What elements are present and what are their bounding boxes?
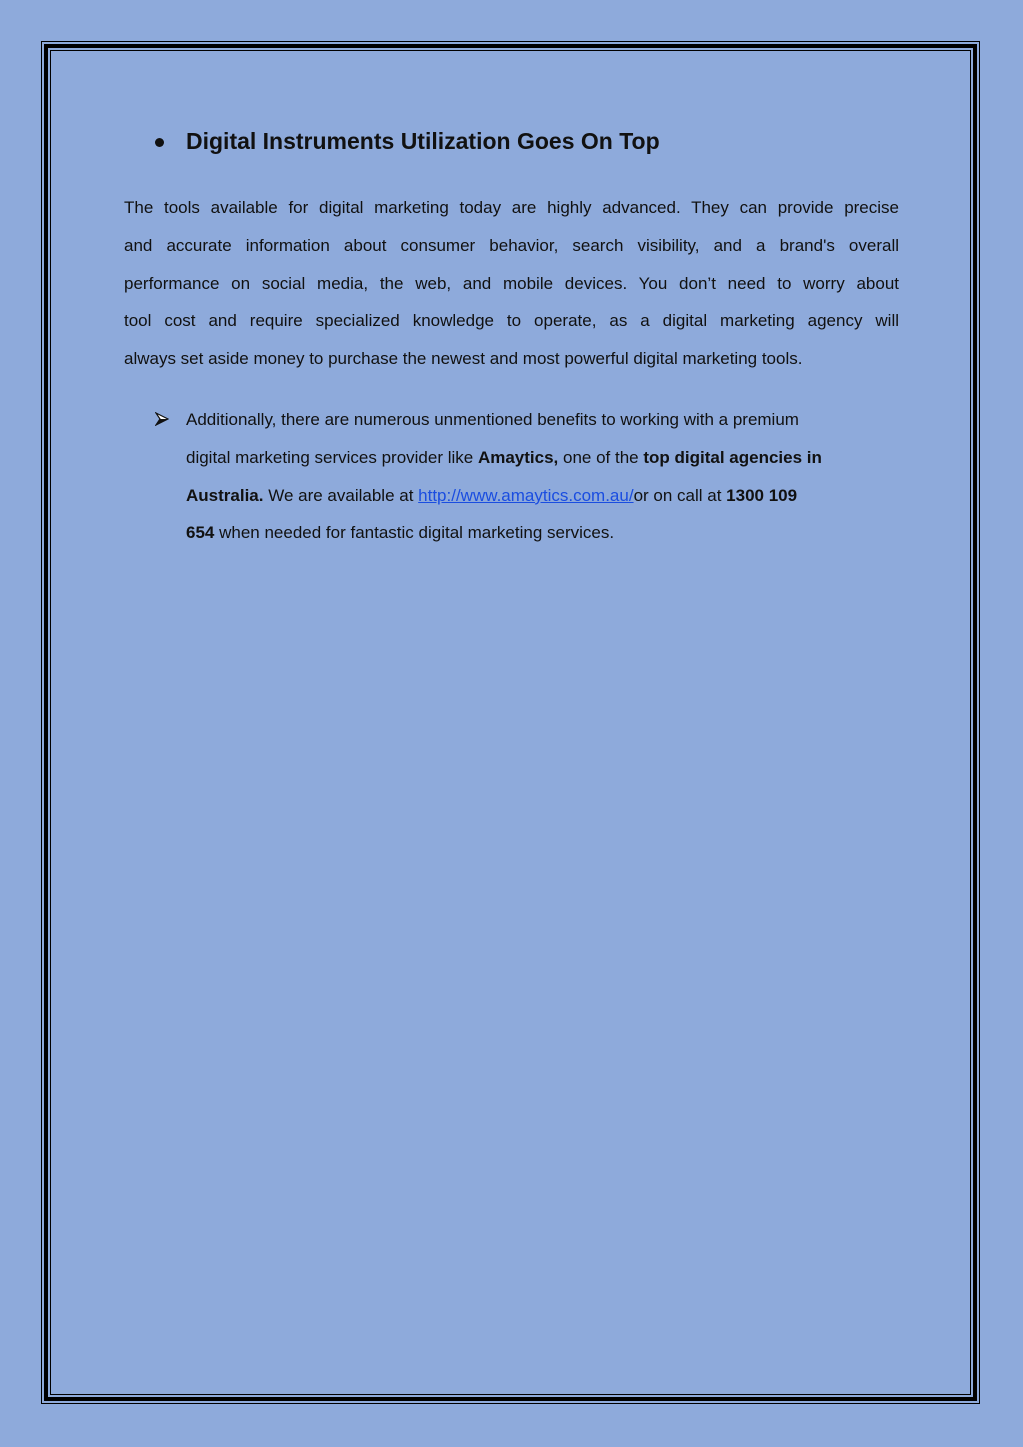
bullet-text-span: We are available at <box>263 485 419 505</box>
bullet-line <box>186 477 900 515</box>
bullet-text-span: when needed for fantastic digital marketing services. <box>214 523 615 543</box>
paragraph-line: The tools available for digital marketing today are highly advanced. They can provide precise <box>124 198 899 217</box>
bold-phrase: Australia. <box>186 485 264 505</box>
bullet-text-span: or on call at <box>633 485 727 505</box>
company-name: Amaytics, <box>477 447 559 467</box>
bullet-text <box>186 401 900 552</box>
phone-number-part: 654 <box>186 523 215 543</box>
website-link[interactable]: http://www.amaytics.com.au/ <box>418 485 634 505</box>
bullet-line <box>186 514 900 552</box>
bullet-line <box>186 439 900 477</box>
phone-number-part: 1300 109 <box>726 485 798 505</box>
bullet-dot-icon <box>155 138 164 147</box>
heading-row <box>155 124 660 158</box>
arrowhead-bullet-icon <box>155 412 169 426</box>
paragraph-line: performance on social media, the web, and mobile devices. You don’t need to worry about <box>124 273 899 293</box>
body-paragraph <box>124 189 899 378</box>
bold-phrase: top digital agencies in <box>643 447 822 467</box>
paragraph-line: and accurate information about consumer behavior, search visibility, and a brand's overall <box>124 235 899 255</box>
paragraph-line: tool cost and require specialized knowledge to operate, as a digital marketing agency will <box>124 311 899 331</box>
bullet-text-span: one of the <box>558 447 644 467</box>
paragraph-line: always set aside money to purchase the newest and most powerful digital marketing tools. <box>124 349 803 369</box>
section-heading: Digital Instruments Utilization Goes On Top <box>186 128 660 154</box>
bullet-text-span: digital marketing services provider like <box>186 447 478 467</box>
bullet-text-span: Additionally, there are numerous unmentioned benefits to working with a premium <box>186 410 799 429</box>
bullet-line <box>186 401 900 439</box>
